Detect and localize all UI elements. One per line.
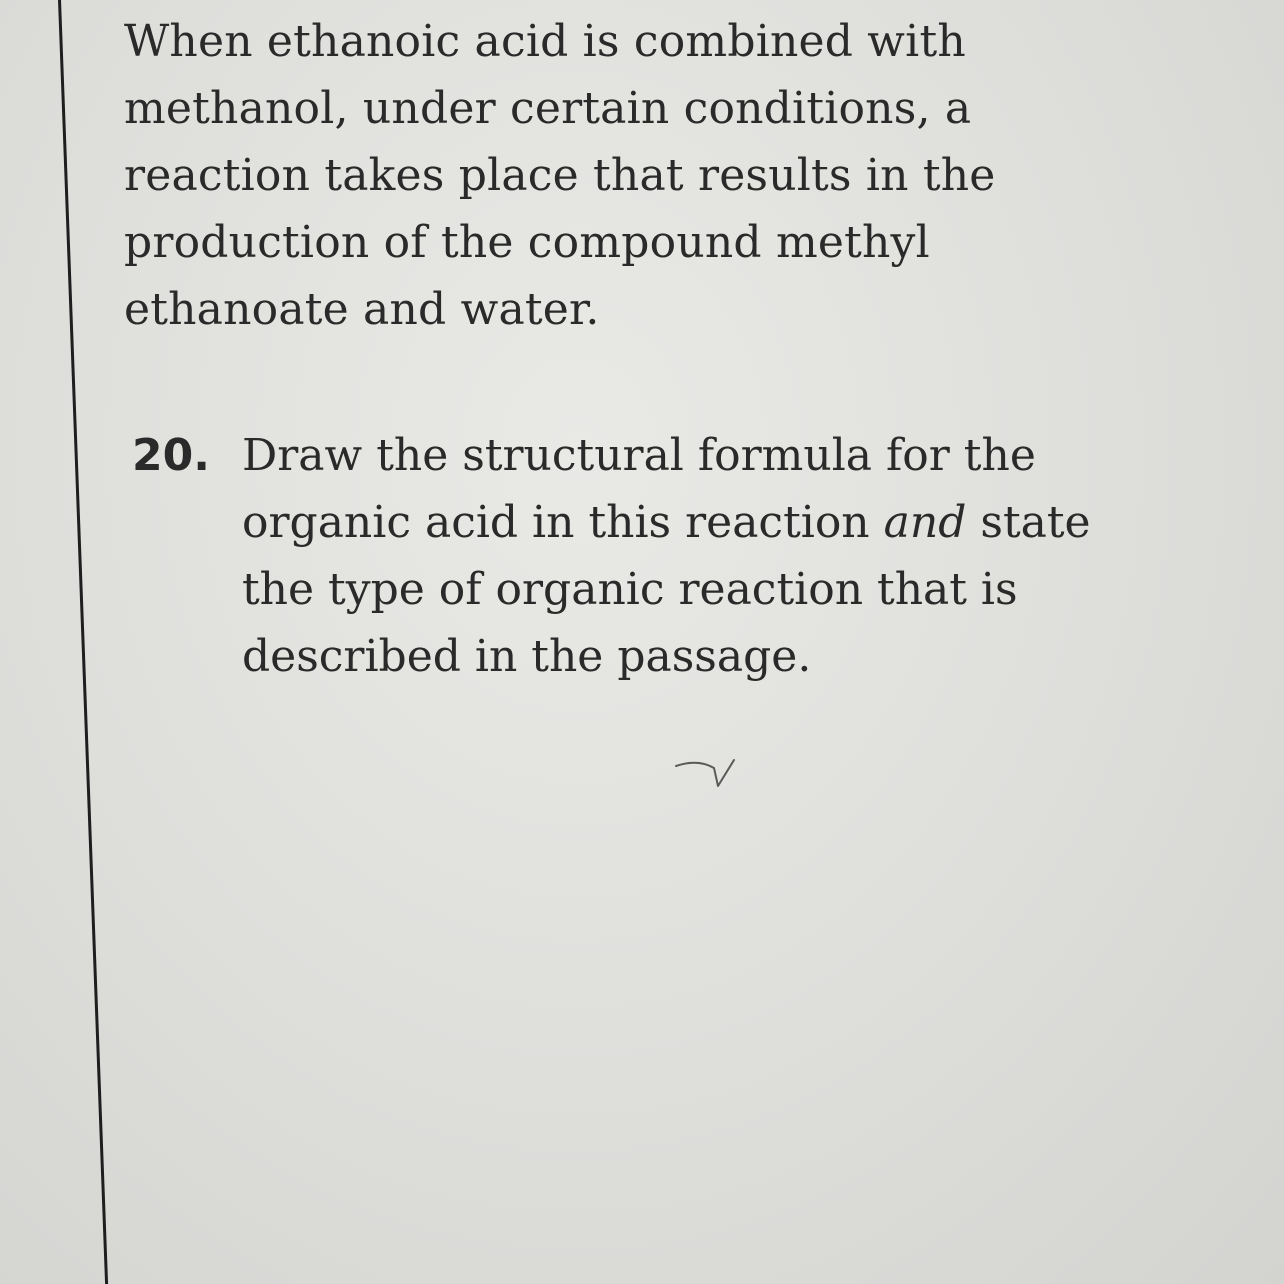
question-text-segment: state: [966, 497, 1091, 548]
passage-line: reaction takes place that results in the: [124, 150, 996, 201]
reading-passage: [124, 8, 1184, 343]
emphasis-and: and: [883, 497, 967, 548]
passage-line: When ethanoic acid is combined with: [124, 16, 966, 67]
checkmark-scribble-icon: [672, 752, 742, 792]
passage-line: methanol, under certain conditions, a: [124, 83, 972, 134]
passage-line: ethanoate and water.: [124, 284, 600, 335]
question-line: described in the passage.: [242, 631, 812, 682]
passage-line: production of the compound methyl: [124, 217, 930, 268]
question-line: [242, 489, 1091, 556]
question-line: the type of organic reaction that is: [242, 564, 1018, 615]
question-number: 20.: [132, 430, 210, 481]
question-line: Draw the structural formula for the: [242, 430, 1036, 481]
question-text-segment: organic acid in this reaction: [242, 497, 884, 548]
question-prompt: [242, 422, 1091, 690]
margin-rule: [58, 0, 108, 1284]
